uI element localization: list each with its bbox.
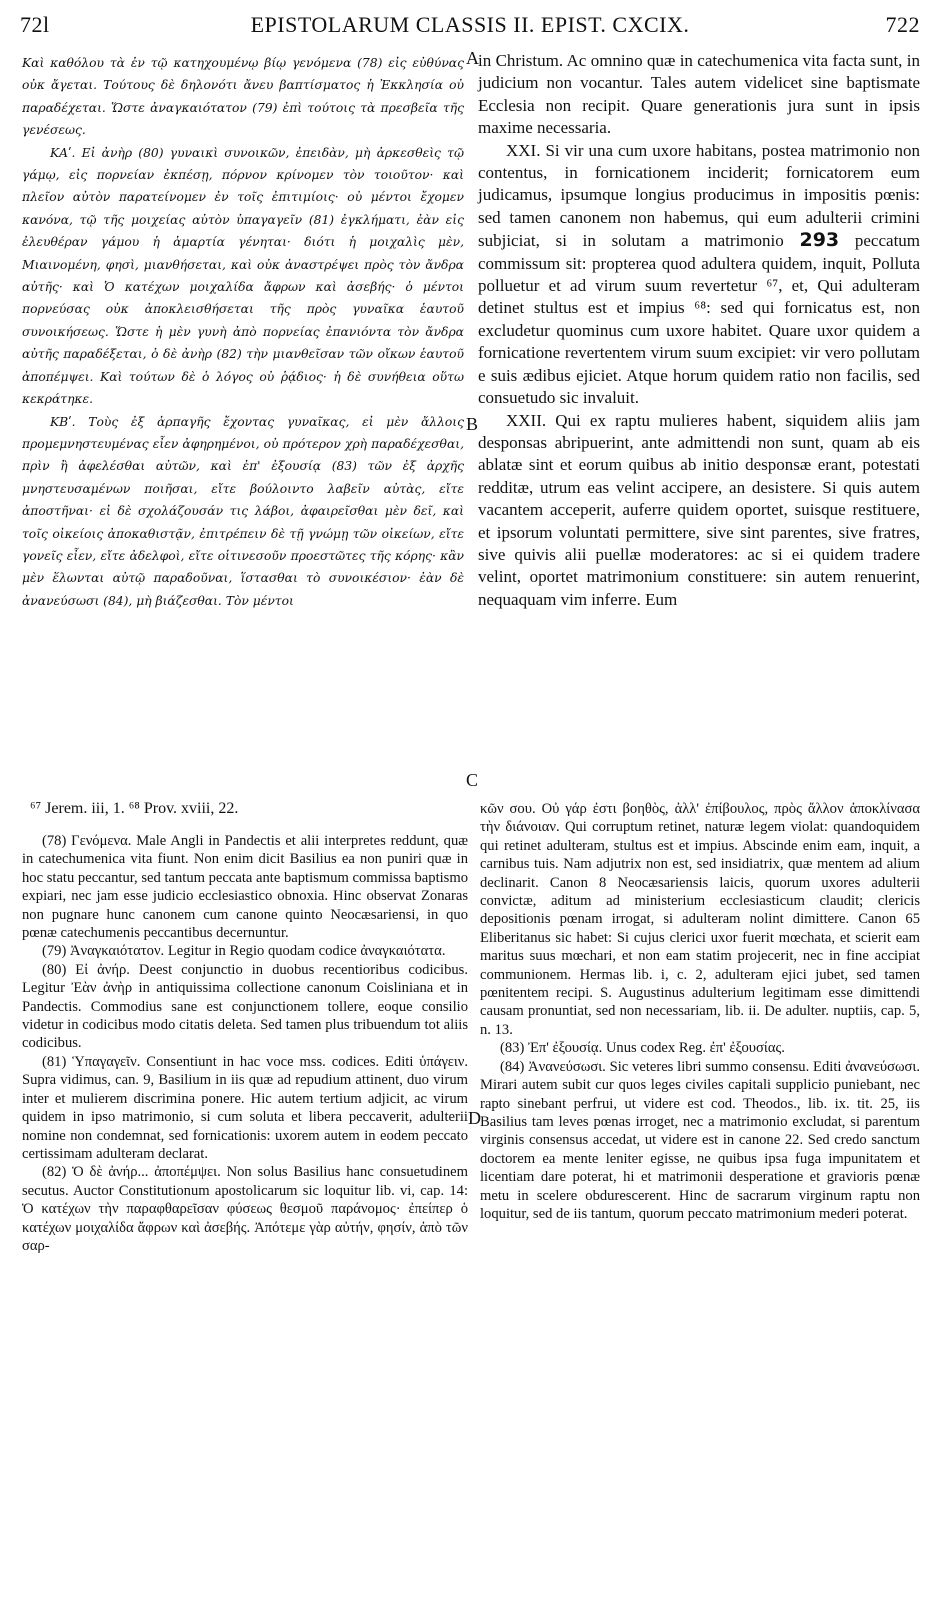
scripture-references: ⁶⁷ Jerem. iii, 1. ⁶⁸ Prov. xviii, 22.	[30, 800, 239, 817]
footnote-83: (83) Ἐπ' ἐξουσίᾳ. Unus codex Reg. ἐπ' ἐξουσίας.	[500, 1040, 785, 1057]
latin-text-column	[478, 50, 920, 611]
footnote-82: (82) Ὁ δὲ ἀνήρ... ἀποπέμψει. Non solus Basilius hanc consuetudinem secutus. Auctor Constitutionum apostolicarum sic loquitur lib. vi, cap. 14: Ὁ κατέχων τὴν παραφθαρεῖσαν φύσεως θεσμοῦ παράνομος· ἐπείπερ ὁ κατέχων μοιχαλίδα ἄφρων καὶ ἀσεβής. Ἀπότεμε γὰρ αὐτήν, φησίν, ἀπὸ τῶν σαρ-	[22, 1164, 468, 1254]
footnote-82-continued: κῶν σου. Οὐ γάρ ἐστι βοηθὸς, ἀλλ' ἐπίβουλος, πρὸς ἄλλον ἀποκλίνασα τὴν διάνοιαν. Qui corruptum retinet, naturæ legem violat: quandoquidem qui retinet adulteram, stultus est et impius. Abscinde enim eam, inquit, a carnibus tuis. Nam adjutrix non est, sed insidiatrix, quæ mentem ad alium declinarit. Canon 8 Neocæsariensis laicis, quorum uxores adulterii convictæ, aditum ad ministerium ecclesiasticum claudit; clericis depositionis pœnam irrogat, si adulteram nolint dimittere. Canon 65 Eliberitanus sic habet: Si cujus clerici uxor fuerit mœchata, et scierit eam maritus suus mœchari, et non eam statim projecerit, nec in fine accipiat communionem. Hermas lib. i, c. 2, adulteram ejici jubet, sed tamen pœnitentem recipi. S. Augustinus adulterium legitimam esse dimittendi causam pronuntiat, sed non necessariam, lib. ii. De adulter. nuptiis, cap. 5, n. 13.	[480, 801, 920, 1038]
latin-paragraph-canon-21	[478, 140, 920, 410]
footnote-80: (80) Εἰ ἀνήρ. Deest conjunctio in duobus recentioribus codicibus. Legitur Ἐὰν ἀνὴρ in antiquissima collectione canonum Coisliniana et in Pandectis. Commodius sane est conjunctionem tollere, eoque consilio videtur in codicibus modo citatis deleta. Sed tamen plus tribuendum tot aliis codicibus.	[22, 961, 468, 1052]
greek-paragraph-1: Καὶ καθόλου τὰ ἐν τῷ κατηχουμένῳ βίῳ γενόμενα (78) εἰς εὐθύνας οὐκ ἄγεται. Τούτους δὲ δηλονότι ἄνευ βαπτίσματος ἡ Ἐκκλησία οὐ παραδέχεται. Ὥστε ἀναγκαιότατον (79) ἐπὶ τούτοις τὰ πρεσβεῖα τῆς γενέσεως.	[22, 56, 464, 138]
greek-paragraph-canon-21: ΚΑʹ. Εἰ ἀνὴρ (80) γυναικὶ συνοικῶν, ἐπειδὰν, μὴ ἀρκεσθεὶς τῷ γάμῳ, εἰς πορνείαν ἐκπέσῃ, πόρνον κρίνομεν τὸν τοιοῦτον· καὶ πλεῖον αὐτὸν παρατείνομεν ἐν τοῖς ἐπιτιμίοις· οὐ μέντοι ἔχομεν κανόνα, τῷ τῆς μοιχείας αὐτὸν ὑπαγαγεῖν (81) ἐγκλήματι, ἐὰν εἰς ἐλευθέραν γάμου ἡ ἁμαρτία γένηται· διότι ἡ μοιχαλὶς μὲν, Μιαινομένη, φησὶ, μιανθήσεται, καὶ οὐκ ἀναστρέψει πρὸς τὸν ἄνδρα αὐτῆς· καὶ Ὁ κατέχων μοιχαλίδα ἄφρων καὶ ἀσεβής· ὁ μέντοι πορνεύσας οὐκ ἀποκλεισθήσεται τῆς πρὸς γυναῖκα ἑαυτοῦ συνοικήσεως. Ὥστε ἡ μὲν γυνὴ ἀπὸ πορνείας ἐπανιόντα τὸν ἄνδρα αὐτῆς παραδέξεται, ὁ δὲ ἀνὴρ (82) τὴν μιανθεῖσαν τῶν οἴκων ἑαυτοῦ ἀποπέμψει. Καὶ τούτων δὲ ὁ λόγος οὐ ῥᾴδιος· ἡ δὲ συνήθεια οὕτω κεκράτηκε.	[22, 145, 464, 407]
running-header	[20, 12, 920, 42]
footnote-78: (78) Γενόμενα. Male Angli in Pandectis et alii interpretes reddunt, quæ in catechumenica vita fiunt. Non enim dicit Basilius ea non puniri quæ in hoc statu peccantur, sed tantum peccata ante baptismum commissa baptismo expiari, nec jam esse judicio ecclesiastico obnoxia. Hinc observat Zonaras non pugnare hunc canonem cum canone quinto Neocæsariensi, in quo pœnæ catechumenis peccantibus decernuntur.	[22, 833, 469, 942]
page-number-left: 72l	[20, 12, 50, 37]
margin-letter-c: C	[466, 770, 479, 790]
footnote-79: (79) Ἀναγκαιότατον. Legitur in Regio quodam codice ἀναγκαιότατα.	[42, 943, 446, 960]
margin-letter-d: D	[468, 1108, 481, 1128]
latin-paragraph-canon-21-part-a: XXI. Si vir una cum uxore habitans, postea matrimonio non contentus, in fornicationem inciderit; fornicatorem eum judicamus, ipsumque longius producimus in impositis pœnis: sed tamen canonem non habemus, qui eum adulterii crimini subjiciat, si in solutam a matrimonio	[478, 140, 920, 251]
footnote-81: (81) Ὑπαγαγεῖν. Consentiunt in hac voce mss. codices. Editi ὑπάγειν. Supra vidimus, can. 9, Basilium in iis quæ ad repudium attinent, duo virum inter et mulierem discrimina ponere. Hic autem tertium adjicit, ac virum quidem in ipso matrimonio, si cum soluta et libera peccaverit, adulterii nomine non condemnat, sed fornicationis: uxorem autem in eodem peccato certissimam adulteram declarat.	[22, 1053, 468, 1162]
latin-paragraph-canon-21-part-b: peccatum commissum sit: propterea quod adultera quidem, inquit, Polluta polluetur et ad virum suum revertetur ⁶⁷, et, Qui adulteram detinet stultus est et impius ⁶⁸: sed qui fornicatus est, non excludetur quominus cum uxore habitet. Quare uxor quidem a fornicatione revertentem virum suum excipiet: vir vero pollutam e suis ædibus ejiciet. Atque horum quidem ratio non facilis, sed consuetudo sic invaluit.	[478, 231, 921, 408]
margin-letter-a: A	[466, 48, 479, 68]
latin-paragraph-1: in Christum. Ac omnino quæ in catechumenica vita facta sunt, in judicium non vocantur. Tales autem videlicet sine baptismate Ecclesia non recipit. Quare generationis jura sunt in ipsis maxime necessaria.	[478, 51, 920, 138]
page-number-right: 722	[885, 12, 920, 37]
footnote-84: (84) Ἀνανεύσωσι. Sic veteres libri summo consensu. Editi ἀνανεύσωσι. Mirari autem subit cur quos leges civiles capitali supplicio puniebant, nec rapto sinebant perfrui, ut videre est cod. Theodos., lib. ix. tit. 25, iis Basilius tam leves pœnas irroget, nec a matrimonio excludat, si parentum virginis consensus accedat, ut videre est in canone 22. Sed credo sanctum doctorem ea mente leniter egisse, ne quibus ipsa fuga impunitatem et licentiam dare poterat, hi et matrimonii desperatione et gravioris pœnæ metu in scelere obdurescerent. Hinc de sacrarum virginum raptu non loquitur, sed de iis tantum, quorum peccato matrimonium mederi poterat.	[480, 1058, 920, 1222]
footnotes-left-column	[22, 832, 468, 1255]
footnotes-right-column	[480, 800, 920, 1223]
latin-paragraph-canon-22: XXII. Qui ex raptu mulieres habent, siquidem aliis jam desponsas abripuerint, ante admittendi non sunt, quam ab eis ablatæ sint et eorum quibus ab initio desponsæ erant, potestati redditæ, utrum eas velint accipere, an desistere. Si quis autem vacantem acceperit, auferre quidem oportet, suisque restituere, et ipsorum voluntati permittere, sive sint parentes, sive fratres, sive quivis alii puellæ moderatores: ac si ei quidem tradere velint, oportet matrimonium constituere: sin autem renuerint, nequaquam vim inferre. Eum	[478, 410, 920, 609]
greek-text-column	[22, 52, 464, 612]
running-title: EPISTOLARUM CLASSIS II. EPIST. CXCIX.	[250, 12, 690, 37]
column-number-293: 293	[799, 229, 840, 252]
greek-paragraph-canon-22: ΚΒʹ. Τοὺς ἐξ ἁρπαγῆς ἔχοντας γυναῖκας, εἰ μὲν ἄλλοις προμεμνηστευμένας εἶεν ἀφηρημένοι, οὐ πρότερον χρὴ παραδέχεσθαι, πρὶν ἢ ἀφελέσθαι αὐτῶν, καὶ ἐπ' ἐξουσίᾳ (83) τῶν ἐξ ἀρχῆς μνηστευσαμένων ποιῆσαι, εἴτε βούλοιντο λαβεῖν αὐτὰς, εἴτε ἀποστῆναι· εἰ δὲ σχολάζουσάν τις λάβοι, ἀφαιρεῖσθαι μὲν δεῖ, καὶ τοῖς οἰκείοις ἀποκαθιστᾷν, ἐπιτρέπειν δὲ τῇ γνώμῃ τῶν οἰκείων, εἴτε γονεῖς εἶεν, εἴτε ἀδελφοὶ, εἴτε οἱτινεσοῦν προεστῶτες τῆς κόρης· κἂν μὲν ἕλωνται αὐτῷ παραδοῦναι, ἵστασθαι τὸ συνοικέσιον· ἐὰν δὲ ἀνανεύσωσι (84), μὴ βιάζεσθαι. Τὸν μέντοι	[22, 414, 464, 608]
margin-letter-b: B	[466, 414, 479, 434]
